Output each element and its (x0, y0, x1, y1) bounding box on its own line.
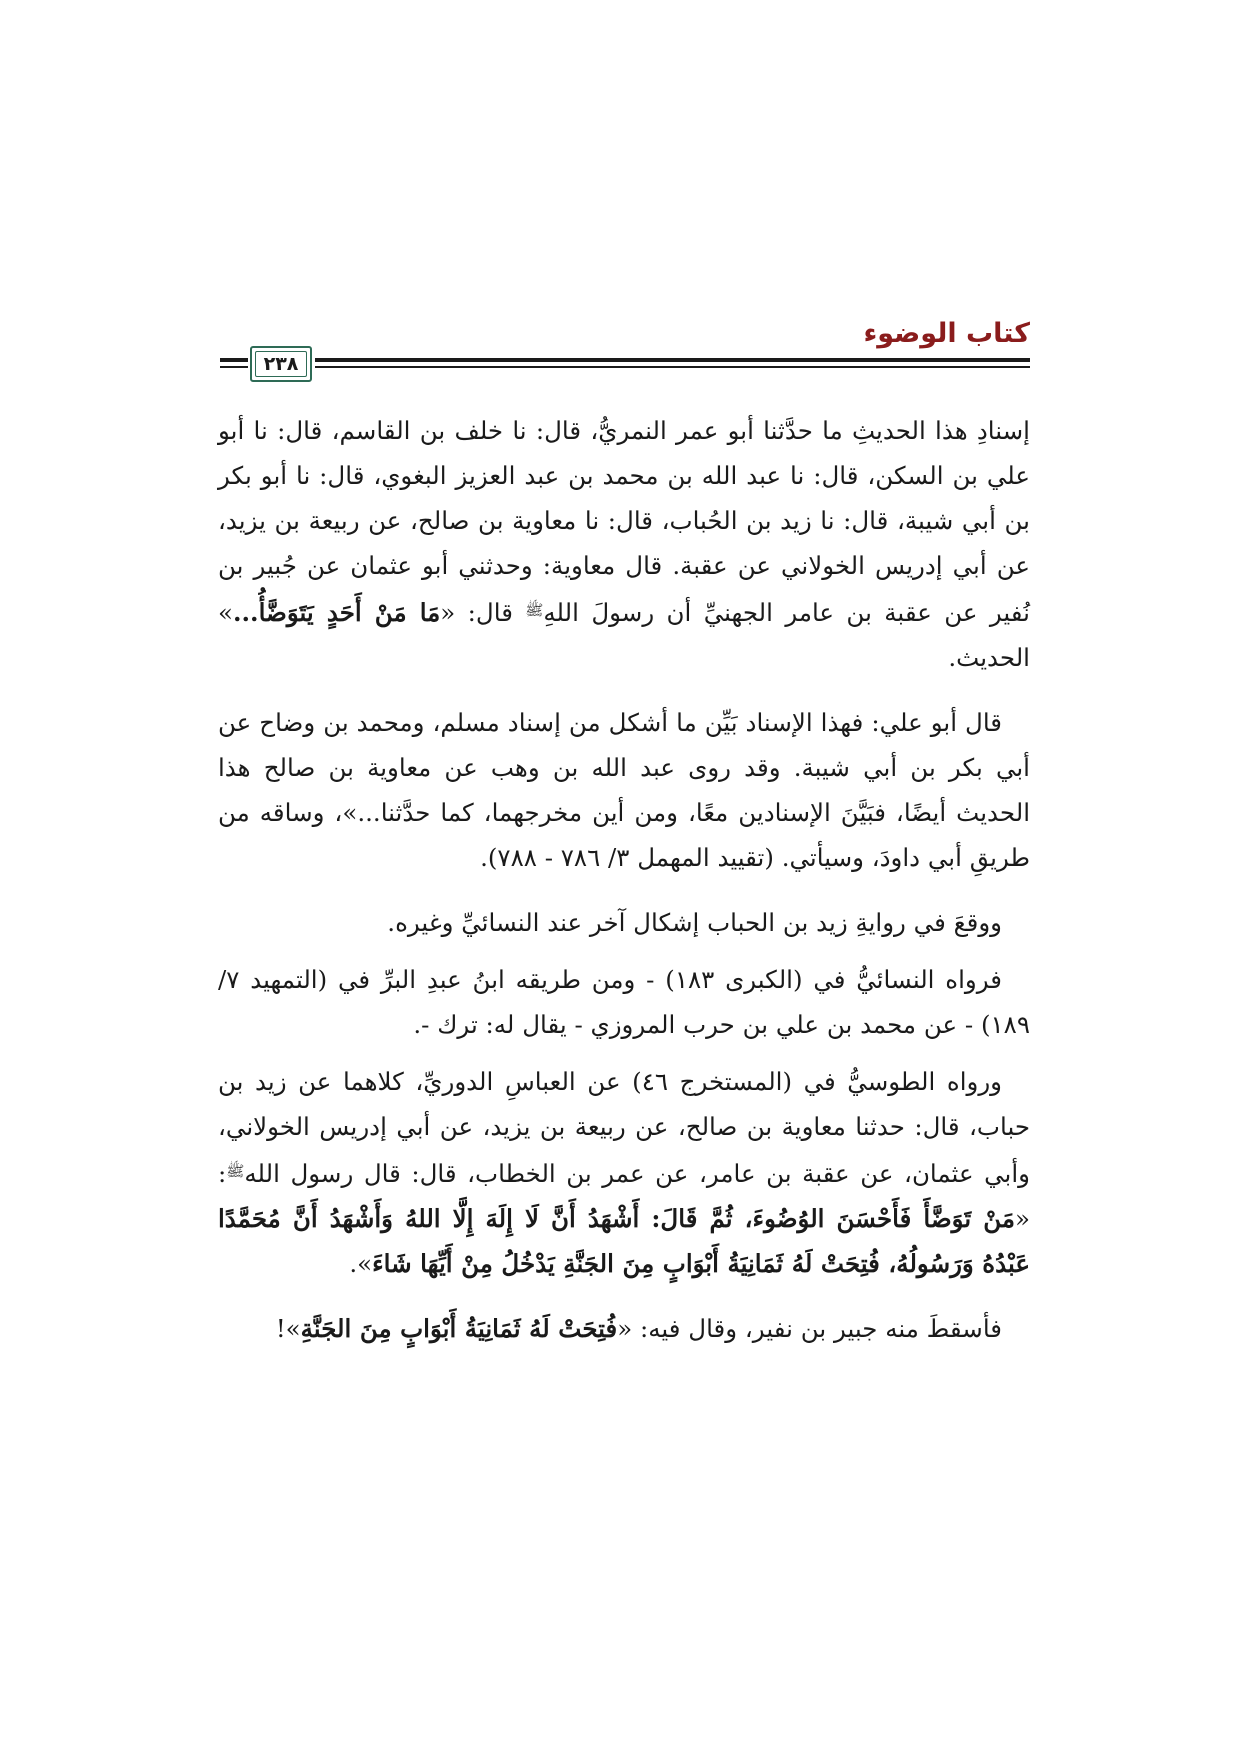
page-header (220, 318, 1030, 388)
line: معاوية بن صالح، عن ربيعة بن يزيد، عن أبي إدريس الخولاني عن عقبة. (218, 506, 1030, 580)
paragraph-abu-ali: قال أبو علي: فهذا الإسناد بَيِّن ما أشكل من إسناد مسلم، ومحمد بن وضاح عن أبي بكر بن أبي شيبة. وقد روى عبد الله بن وهب عن معاوية بن صالح هذا الحديث أيضًا، فبَيَّنَ الإسنادين معًا، ومن أين مخرجهما، كما حدَّثنا...»، وساقه من طريقِ أبي داودَ، وسيأتي. (تقييد المهمل ٣/ ٧٨٦ - ٧٨٨). (218, 708, 1030, 872)
line-post: » الحديث. (218, 598, 1030, 672)
line-pre: أن رسولَ اللهِ (543, 598, 692, 627)
header-rule-thin (315, 366, 1030, 368)
line: قال: نا أبو علي بن السكن، قال: نا عبد الله بن محمد بن عبد العزيز (218, 416, 1031, 490)
paragraph-isqat (218, 1306, 1030, 1351)
text-mid: : « (218, 1159, 1030, 1233)
page-number-frame (250, 346, 312, 382)
paragraph-tusi (218, 1059, 1030, 1286)
hadith-quote: فُتِحَتْ لَهُ ثَمَانِيَةُ أَبْوَابٍ مِنَ الجَنَّةِ (300, 1314, 618, 1343)
text-pre: فأسقطَ منه جبير بن نفير، وقال فيه: « (617, 1314, 1002, 1343)
text-post: ». (349, 1249, 373, 1278)
line: قال معاوية: وحدثني أبو عثمان عن جُبير بن نُفير عن عقبة بن عامر الجهنيِّ (218, 551, 1030, 627)
salutation-glyph: ﷺ (525, 601, 544, 619)
header-rule-thick (315, 358, 1030, 362)
line: البغوي، قال: نا أبو بكر بن أبي شيبة، قال: نا زيد بن الحُباب، قال: نا (218, 461, 1030, 535)
paragraph-zayd: ووقعَ في روايةِ زيد بن الحباب إشكال آخر عند النسائيِّ وغيره. (387, 908, 1002, 937)
hadith-quote: مَا مَنْ أَحَدٍ يَتَوَضَّأُ... (233, 598, 441, 627)
hadith-quote: مَنْ تَوَضَّأَ فَأَحْسَنَ الوُضُوءَ، ثُمَّ قَالَ: أَشْهَدُ أَنَّ لَا إِلَهَ إِلَّا اللهُ وَأَشْهَدُ أَنَّ مُحَمَّدًا عَبْدُهُ وَرَسُولُهُ، فُتِحَتْ لَهُ ثَمَانِيَةُ أَبْوَابٍ مِنَ الجَنَّةِ يَدْخُلُ مِنْ أَيِّهَا شَاءَ (218, 1204, 1030, 1278)
line: إسنادِ هذا الحديثِ ما حدَّثنا أبو عمر النمريُّ، قال: نا خلف بن القاسم، (331, 416, 1030, 445)
header-rule-left-thick (220, 358, 248, 362)
header-rule-left-thin (220, 366, 248, 368)
page-body (218, 408, 1030, 1371)
paragraph-nasai: فرواه النسائيُّ في (الكبرى ١٨٣) - ومن طريقه ابنُ عبدِ البرِّ في (التمهيد ٧/ ١٨٩) - عن محمد بن علي بن حرب المروزي - يقال له: ترك -. (218, 965, 1030, 1039)
text-pre: ورواه الطوسيُّ في (المستخرج ٤٦) عن العباسِ الدوريِّ، كلاهما عن زيد بن حباب، قال: حدثنا معاوية بن صالح، عن ربيعة بن يزيد، عن أبي إدريس الخولاني، وأبي عثمان، عن عقبة بن عامر، عن عمر بن الخطاب، قال: قال رسول الله (218, 1067, 1030, 1188)
text-post: »! (275, 1314, 301, 1343)
running-title: كتاب الوضوء (863, 318, 1030, 349)
salutation-glyph: ﷺ (226, 1162, 245, 1180)
line-mid: قال: « (440, 598, 526, 627)
page-number: ٢٣٨ (255, 351, 307, 377)
paragraph-isnad (218, 408, 1030, 680)
